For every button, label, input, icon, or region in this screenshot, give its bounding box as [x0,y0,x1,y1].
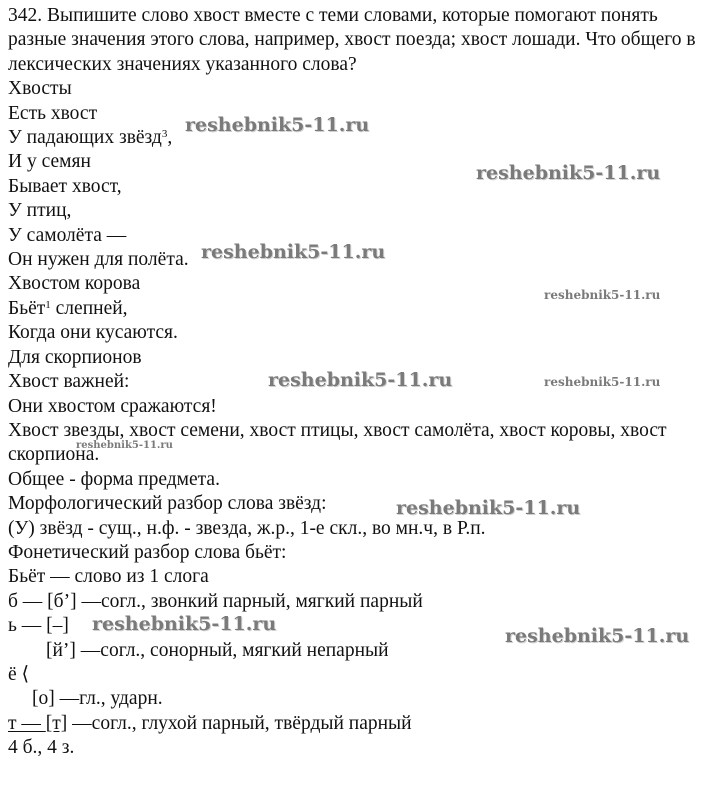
answer-common: Общее - форма предмета. [8,468,220,490]
poem-line: Есть хвост [8,102,98,124]
task-number: 342. [8,5,43,26]
phon-syllables: Бьёт — слово из 1 слога [8,566,209,588]
poem-line: Хвостом корова [8,273,141,295]
phon-t: т — [т] —согл., глухой парный, твёрдый парный [8,712,412,734]
morph-title: Морфологический разбор слова звёзд: [8,493,327,515]
phon-j: [й’] —согл., сонорный, мягкий непарный [46,639,389,661]
phon-yo: ё ⟨ [8,663,30,685]
task-text: 342. Выпишите слово хвост вместе с теми словами, которые помогают понять разные значения этого слова, например, хвост поезда; хвост лошади. Что общего в лексических значениях указанного слова? [8,5,696,75]
poem-line: Хвост важней: [8,371,130,393]
poem-line: Бьёт$^1$ слепней, [8,297,128,319]
watermark: reshebnik5-11.ru [544,288,661,302]
footnote-mark: 3 [161,128,168,141]
poem-line: У птиц, [8,200,72,222]
phon-o: [о] —гл., ударн. [32,688,163,710]
watermark: reshebnik5-11.ru [76,440,173,451]
phon-total: 4 б., 4 з. [8,737,75,759]
watermark: reshebnik5-11.ru [92,613,277,635]
answer-list: Хвост звезды, хвост семени, хвост птицы, хвост самолёта, хвост коровы, хвост скорпиона. [8,419,667,466]
watermark: reshebnik5-11.ru [268,369,453,391]
poem-line: Бывает хвост, [8,175,122,197]
watermark: reshebnik5-11.ru [201,241,386,263]
poem-line: У самолёта — [8,224,127,246]
poem-title: Хвосты [8,78,72,100]
morph-text: (У) звёзд - сущ., н.ф. - звезда, ж.р., 1-е скл., во мн.ч, в Р.п. [8,517,486,539]
phon-b: б — [б’] —согл., звонкий парный, мягкий парный [8,590,423,612]
poem-line: Когда они кусаются. [8,322,178,344]
poem-line: Они хвостом сражаются! [8,395,217,417]
watermark: reshebnik5-11.ru [396,497,581,519]
watermark: reshebnik5-11.ru [505,625,690,647]
phon-title: Фонетический разбор слова бьёт: [8,541,287,563]
poem-line: Он нужен для полёта. [8,249,189,271]
watermark: reshebnik5-11.ru [185,114,370,136]
poem-line: У падающих звёзд$^3$, [8,127,173,149]
poem-line: Для скорпионов [8,346,142,368]
poem-line: И у семян [8,151,91,173]
phon-soft-sign: ь — [–] [8,615,69,637]
footnote-mark: 1 [45,298,51,311]
watermark: reshebnik5-11.ru [476,162,661,184]
watermark: reshebnik5-11.ru [544,375,661,389]
